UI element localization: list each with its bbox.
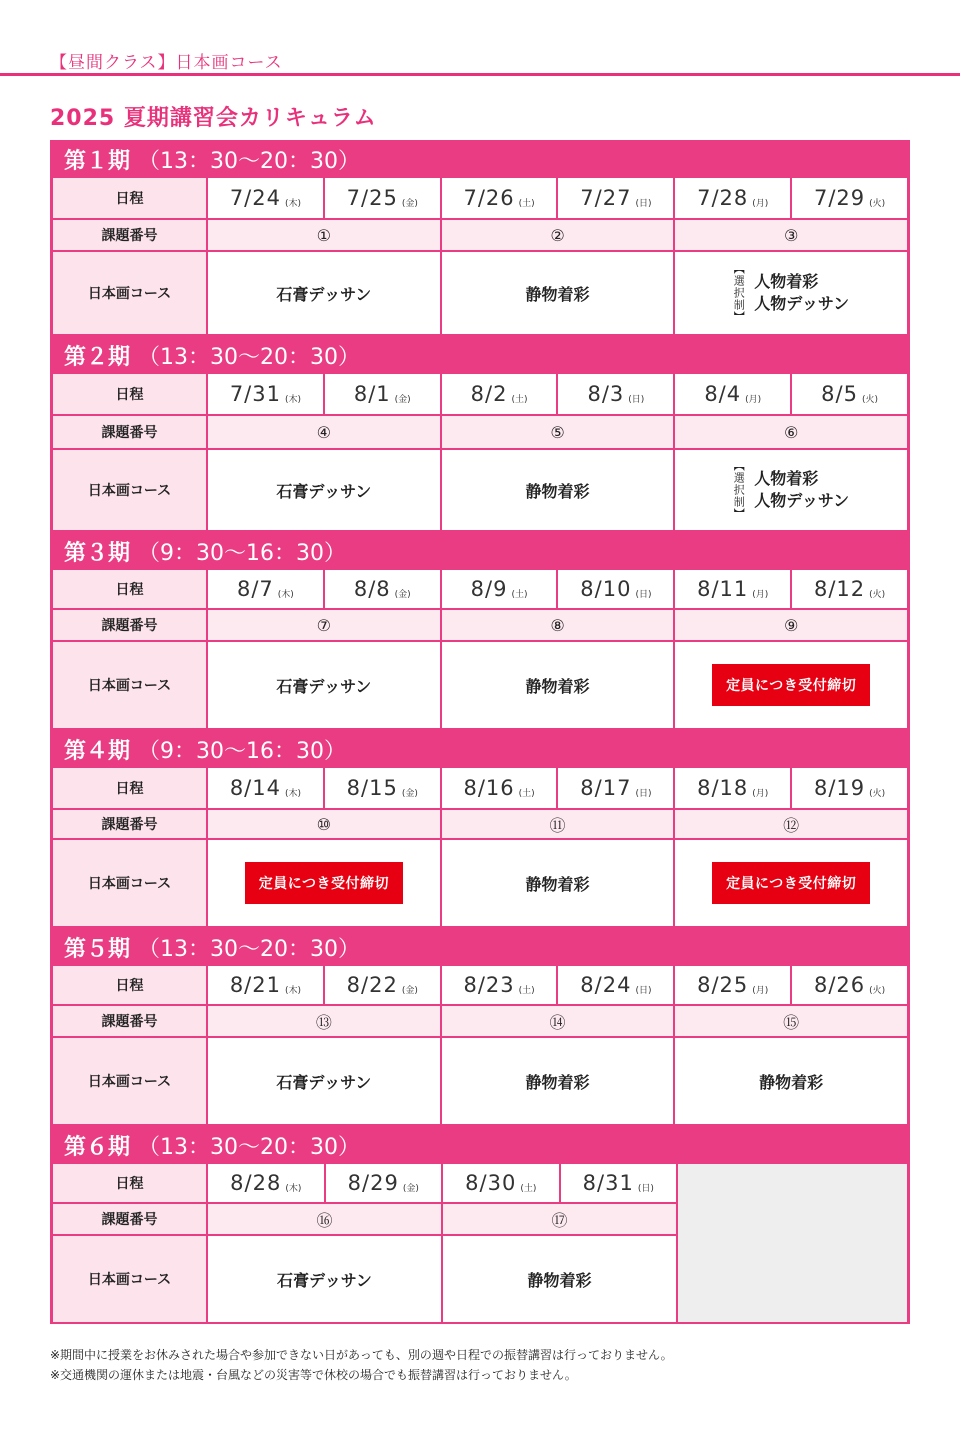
period-time: （13：30〜20：30） bbox=[138, 344, 360, 370]
course-row bbox=[53, 1236, 678, 1324]
course-name: 静物着彩 bbox=[759, 1072, 824, 1092]
course-label: 日本画コース bbox=[53, 840, 208, 926]
period-body bbox=[53, 570, 907, 730]
weekday: (日) bbox=[628, 394, 645, 405]
period-table bbox=[50, 966, 910, 1126]
course-row bbox=[53, 1038, 907, 1126]
date-value: 8/30 bbox=[465, 1171, 517, 1195]
weekday: (金) bbox=[401, 985, 418, 996]
course-name: 静物着彩 bbox=[525, 676, 590, 696]
date-row bbox=[53, 966, 907, 1006]
number-cells bbox=[208, 610, 907, 640]
date-row bbox=[53, 178, 907, 220]
period-name: 第１期 bbox=[64, 148, 131, 174]
course-cell bbox=[443, 1236, 676, 1322]
course-name: 石膏デッサン bbox=[276, 284, 372, 304]
weekday: (木) bbox=[277, 589, 294, 600]
date-value: 8/18 bbox=[697, 776, 749, 800]
period-header bbox=[50, 928, 910, 966]
date-value: 7/26 bbox=[463, 186, 515, 210]
course-cell bbox=[442, 1038, 676, 1124]
period-header bbox=[50, 1126, 910, 1164]
weekday: (月) bbox=[752, 985, 769, 996]
course-name: 静物着彩 bbox=[527, 1270, 592, 1290]
elective-group bbox=[733, 263, 849, 323]
number-row bbox=[53, 1204, 678, 1236]
course-name: 石膏デッサン bbox=[276, 1072, 372, 1092]
assignment-number: ⑪ bbox=[442, 810, 676, 838]
date-value: 8/3 bbox=[587, 382, 625, 406]
date-cells bbox=[208, 1164, 676, 1202]
date-value: 8/24 bbox=[580, 973, 632, 997]
date-cell bbox=[792, 966, 907, 1004]
course-cell bbox=[675, 1038, 907, 1124]
weekday: (土) bbox=[518, 198, 535, 209]
elective-group bbox=[733, 460, 849, 520]
course-cell bbox=[208, 1038, 442, 1124]
number-label: 課題番号 bbox=[53, 610, 208, 640]
assignment-number: ⑨ bbox=[675, 610, 907, 640]
assignment-number: ② bbox=[442, 220, 676, 250]
course-name: 静物着彩 bbox=[525, 1072, 590, 1092]
weekday: (日) bbox=[635, 589, 652, 600]
empty-cell bbox=[678, 1164, 907, 1324]
date-value: 8/21 bbox=[229, 973, 281, 997]
period-table bbox=[50, 1164, 910, 1324]
date-cells bbox=[208, 178, 907, 218]
period-time: （13：30〜20：30） bbox=[138, 936, 360, 962]
date-cell bbox=[792, 374, 907, 414]
closed-badge: 定員につき受付締切 bbox=[712, 664, 870, 706]
closed-badge: 定員につき受付締切 bbox=[712, 862, 870, 904]
date-value: 8/26 bbox=[813, 973, 866, 997]
course-cell bbox=[208, 840, 442, 926]
period-block bbox=[50, 532, 910, 730]
date-cell bbox=[792, 570, 907, 608]
course-name: 石膏デッサン bbox=[276, 676, 372, 696]
assignment-number: ⑭ bbox=[442, 1006, 676, 1036]
period-time: （13：30〜20：30） bbox=[138, 1134, 360, 1160]
date-cell bbox=[326, 1164, 444, 1202]
date-cell bbox=[442, 178, 559, 218]
assignment-number: ⑥ bbox=[675, 416, 907, 448]
date-cell bbox=[208, 966, 325, 1004]
weekday: (土) bbox=[518, 788, 535, 799]
period-header bbox=[50, 336, 910, 374]
date-value: 8/1 bbox=[353, 382, 391, 406]
weekday: (金) bbox=[402, 1183, 419, 1194]
course-cell bbox=[442, 252, 676, 334]
course-cells bbox=[208, 642, 907, 728]
period-grid bbox=[53, 1164, 907, 1324]
date-cell bbox=[558, 570, 675, 608]
number-cells bbox=[208, 1204, 676, 1234]
assignment-number: ⑫ bbox=[675, 810, 907, 838]
date-cells bbox=[208, 966, 907, 1004]
number-label: 課題番号 bbox=[53, 1204, 208, 1234]
date-row bbox=[53, 374, 907, 416]
date-value: 7/28 bbox=[697, 186, 749, 210]
date-cell bbox=[792, 178, 907, 218]
course-label: 日本画コース bbox=[53, 1236, 208, 1322]
course-name: 石膏デッサン bbox=[276, 481, 372, 501]
date-value: 8/7 bbox=[237, 577, 274, 601]
course-name: 石膏デッサン bbox=[277, 1270, 372, 1290]
number-label: 課題番号 bbox=[53, 1006, 208, 1036]
course-cells bbox=[208, 1236, 676, 1322]
date-value: 8/5 bbox=[821, 382, 858, 406]
date-value: 8/12 bbox=[813, 577, 866, 601]
number-row bbox=[53, 416, 907, 450]
course-cells bbox=[208, 450, 907, 530]
assignment-number: ⑤ bbox=[442, 416, 676, 448]
date-cell bbox=[208, 570, 325, 608]
date-value: 8/9 bbox=[470, 577, 508, 601]
assignment-number: ⑰ bbox=[443, 1204, 676, 1234]
date-value: 8/31 bbox=[582, 1171, 634, 1195]
weekday: (金) bbox=[401, 198, 418, 209]
period-header bbox=[50, 532, 910, 570]
period-table bbox=[50, 178, 910, 336]
assignment-number: ⑧ bbox=[442, 610, 676, 640]
date-value: 8/22 bbox=[346, 973, 398, 997]
period-grid bbox=[53, 178, 907, 336]
assignment-number: ⑮ bbox=[675, 1006, 907, 1036]
period-body bbox=[53, 1164, 678, 1324]
date-cell bbox=[675, 570, 792, 608]
date-cells bbox=[208, 374, 907, 414]
weekday: (木) bbox=[284, 985, 302, 996]
weekday: (日) bbox=[635, 788, 652, 799]
date-cell bbox=[208, 768, 325, 808]
note-line: ※期間中に授業をお休みされた場合や参加できない日があっても、別の週や日程での振替講習は行っておりません。 bbox=[50, 1348, 673, 1362]
weekday: (火) bbox=[869, 788, 886, 799]
number-cells bbox=[208, 220, 907, 250]
weekday: (木) bbox=[284, 394, 302, 405]
elective-options bbox=[754, 468, 849, 512]
date-value: 8/25 bbox=[697, 973, 749, 997]
number-row bbox=[53, 810, 907, 840]
period-block bbox=[50, 140, 910, 336]
date-cell bbox=[442, 768, 559, 808]
date-value: 8/14 bbox=[229, 776, 281, 800]
number-label: 課題番号 bbox=[53, 416, 208, 448]
date-cell bbox=[675, 966, 792, 1004]
weekday: (日) bbox=[637, 1183, 654, 1194]
assignment-number: ⑯ bbox=[208, 1204, 443, 1234]
course-cell bbox=[675, 840, 907, 926]
date-row bbox=[53, 1164, 678, 1204]
weekday: (土) bbox=[511, 589, 528, 600]
period-name: 第４期 bbox=[64, 738, 131, 764]
weekday: (月) bbox=[752, 198, 769, 209]
schedule-label: 日程 bbox=[53, 374, 208, 414]
period-body bbox=[53, 966, 907, 1126]
period-body bbox=[53, 178, 907, 336]
course-cells bbox=[208, 840, 907, 926]
number-row bbox=[53, 220, 907, 252]
date-cell bbox=[561, 1164, 677, 1202]
course-label: 日本画コース bbox=[53, 1038, 208, 1124]
assignment-number: ③ bbox=[675, 220, 907, 250]
date-value: 8/19 bbox=[813, 776, 866, 800]
date-value: 8/23 bbox=[463, 973, 515, 997]
date-value: 8/10 bbox=[580, 577, 632, 601]
elective-option: 人物デッサン bbox=[754, 491, 850, 510]
date-value: 7/24 bbox=[229, 186, 281, 210]
elective-option: 人物着彩 bbox=[754, 469, 819, 488]
curriculum-schedule bbox=[50, 140, 910, 1324]
period-header bbox=[50, 140, 910, 178]
class-label: 【昼間クラス】日本画コース bbox=[50, 53, 283, 73]
period-time: （13：30〜20：30） bbox=[138, 148, 360, 174]
weekday: (金) bbox=[401, 788, 418, 799]
date-value: 7/27 bbox=[580, 186, 632, 210]
date-cell bbox=[675, 768, 792, 808]
number-cells bbox=[208, 416, 907, 448]
date-value: 7/29 bbox=[813, 186, 866, 210]
period-block bbox=[50, 730, 910, 928]
period-grid bbox=[53, 570, 907, 730]
number-label: 課題番号 bbox=[53, 810, 208, 838]
course-cell bbox=[442, 450, 676, 530]
period-block bbox=[50, 928, 910, 1126]
date-cell bbox=[208, 1164, 326, 1202]
course-cell bbox=[675, 450, 907, 530]
course-label: 日本画コース bbox=[53, 252, 208, 334]
course-cell bbox=[208, 1236, 443, 1322]
note-line: ※交通機関の運休または地震・台風などの災害等で休校の場合でも振替講習は行っておりません。 bbox=[50, 1368, 577, 1382]
header-rule bbox=[0, 73, 960, 76]
weekday: (火) bbox=[869, 985, 886, 996]
assignment-number: ④ bbox=[208, 416, 442, 448]
date-value: 8/4 bbox=[704, 382, 742, 406]
course-cells bbox=[208, 252, 907, 334]
date-cell bbox=[325, 570, 442, 608]
schedule-label: 日程 bbox=[53, 570, 208, 608]
period-time: （9：30〜16：30） bbox=[138, 540, 346, 566]
weekday: (金) bbox=[394, 394, 411, 405]
period-name: 第５期 bbox=[64, 936, 131, 962]
weekday: (火) bbox=[861, 394, 878, 405]
date-cell bbox=[792, 768, 907, 808]
period-name: 第６期 bbox=[64, 1134, 131, 1160]
date-value: 8/2 bbox=[470, 382, 508, 406]
number-cells bbox=[208, 810, 907, 838]
date-cell bbox=[325, 768, 442, 808]
number-label: 課題番号 bbox=[53, 220, 208, 250]
period-table bbox=[50, 374, 910, 532]
period-block bbox=[50, 1126, 910, 1324]
schedule-label: 日程 bbox=[53, 966, 208, 1004]
date-cells bbox=[208, 768, 907, 808]
number-cells bbox=[208, 1006, 907, 1036]
period-name: 第３期 bbox=[64, 540, 131, 566]
period-block bbox=[50, 336, 910, 532]
number-row bbox=[53, 1006, 907, 1038]
date-value: 8/15 bbox=[346, 776, 398, 800]
elective-option: 人物デッサン bbox=[754, 294, 850, 313]
course-row bbox=[53, 252, 907, 336]
date-cell bbox=[442, 374, 559, 414]
period-grid bbox=[53, 966, 907, 1126]
weekday: (日) bbox=[635, 198, 652, 209]
elective-tag: 【選択制】 bbox=[732, 460, 746, 520]
weekday: (土) bbox=[520, 1183, 537, 1194]
schedule-label: 日程 bbox=[53, 768, 208, 808]
date-value: 8/28 bbox=[230, 1171, 282, 1195]
course-name: 静物着彩 bbox=[525, 874, 590, 894]
date-cell bbox=[558, 374, 675, 414]
weekday: (木) bbox=[284, 198, 302, 209]
course-cells bbox=[208, 1038, 907, 1124]
period-time: （9：30〜16：30） bbox=[138, 738, 346, 764]
weekday: (土) bbox=[518, 985, 535, 996]
weekday: (月) bbox=[752, 589, 769, 600]
assignment-number: ① bbox=[208, 220, 442, 250]
period-header bbox=[50, 730, 910, 768]
date-cell bbox=[442, 570, 559, 608]
course-cell bbox=[675, 642, 907, 728]
date-cell bbox=[558, 178, 675, 218]
weekday: (月) bbox=[752, 788, 769, 799]
elective-options bbox=[754, 271, 849, 315]
number-row bbox=[53, 610, 907, 642]
date-row bbox=[53, 570, 907, 610]
course-row bbox=[53, 450, 907, 532]
course-row bbox=[53, 840, 907, 928]
date-value: 8/17 bbox=[580, 776, 632, 800]
date-value: 8/8 bbox=[353, 577, 391, 601]
elective-option: 人物着彩 bbox=[754, 272, 819, 291]
elective-tag: 【選択制】 bbox=[732, 263, 746, 323]
date-cells bbox=[208, 570, 907, 608]
date-cell bbox=[208, 374, 325, 414]
period-body bbox=[53, 374, 907, 532]
page-title: 2025 夏期講習会カリキュラム bbox=[50, 106, 377, 131]
assignment-number: ⑦ bbox=[208, 610, 442, 640]
date-row bbox=[53, 768, 907, 810]
closed-badge: 定員につき受付締切 bbox=[245, 862, 403, 904]
schedule-label: 日程 bbox=[53, 1164, 208, 1202]
course-cell bbox=[442, 642, 676, 728]
period-body bbox=[53, 768, 907, 928]
course-cell bbox=[208, 450, 442, 530]
date-cell bbox=[442, 966, 559, 1004]
date-cell bbox=[208, 178, 325, 218]
period-grid bbox=[53, 374, 907, 532]
schedule-label: 日程 bbox=[53, 178, 208, 218]
weekday: (土) bbox=[511, 394, 528, 405]
period-table bbox=[50, 768, 910, 928]
course-label: 日本画コース bbox=[53, 450, 208, 530]
weekday: (月) bbox=[745, 394, 762, 405]
period-name: 第２期 bbox=[64, 344, 131, 370]
date-value: 8/16 bbox=[463, 776, 515, 800]
date-cell bbox=[325, 178, 442, 218]
course-name: 静物着彩 bbox=[525, 284, 590, 304]
date-value: 7/25 bbox=[346, 186, 398, 210]
course-label: 日本画コース bbox=[53, 642, 208, 728]
course-cell bbox=[208, 642, 442, 728]
date-value: 8/11 bbox=[697, 577, 749, 601]
notes bbox=[50, 1345, 673, 1385]
period-table bbox=[50, 570, 910, 730]
date-cell bbox=[675, 178, 792, 218]
weekday: (日) bbox=[635, 985, 652, 996]
course-cell bbox=[208, 252, 442, 334]
date-cell bbox=[558, 966, 675, 1004]
date-value: 8/29 bbox=[347, 1171, 399, 1195]
weekday: (火) bbox=[869, 198, 886, 209]
course-cell bbox=[675, 252, 907, 334]
date-cell bbox=[675, 374, 792, 414]
course-cell bbox=[442, 840, 676, 926]
date-cell bbox=[443, 1164, 561, 1202]
period-grid bbox=[53, 768, 907, 928]
course-row bbox=[53, 642, 907, 730]
weekday: (金) bbox=[394, 589, 411, 600]
weekday: (木) bbox=[285, 1183, 302, 1194]
date-cell bbox=[325, 966, 442, 1004]
weekday: (火) bbox=[869, 589, 886, 600]
date-value: 7/31 bbox=[229, 382, 281, 406]
course-name: 静物着彩 bbox=[525, 481, 590, 501]
date-cell bbox=[325, 374, 442, 414]
assignment-number: ⑬ bbox=[208, 1006, 442, 1036]
date-cell bbox=[558, 768, 675, 808]
assignment-number: ⑩ bbox=[208, 810, 442, 838]
weekday: (木) bbox=[284, 788, 302, 799]
